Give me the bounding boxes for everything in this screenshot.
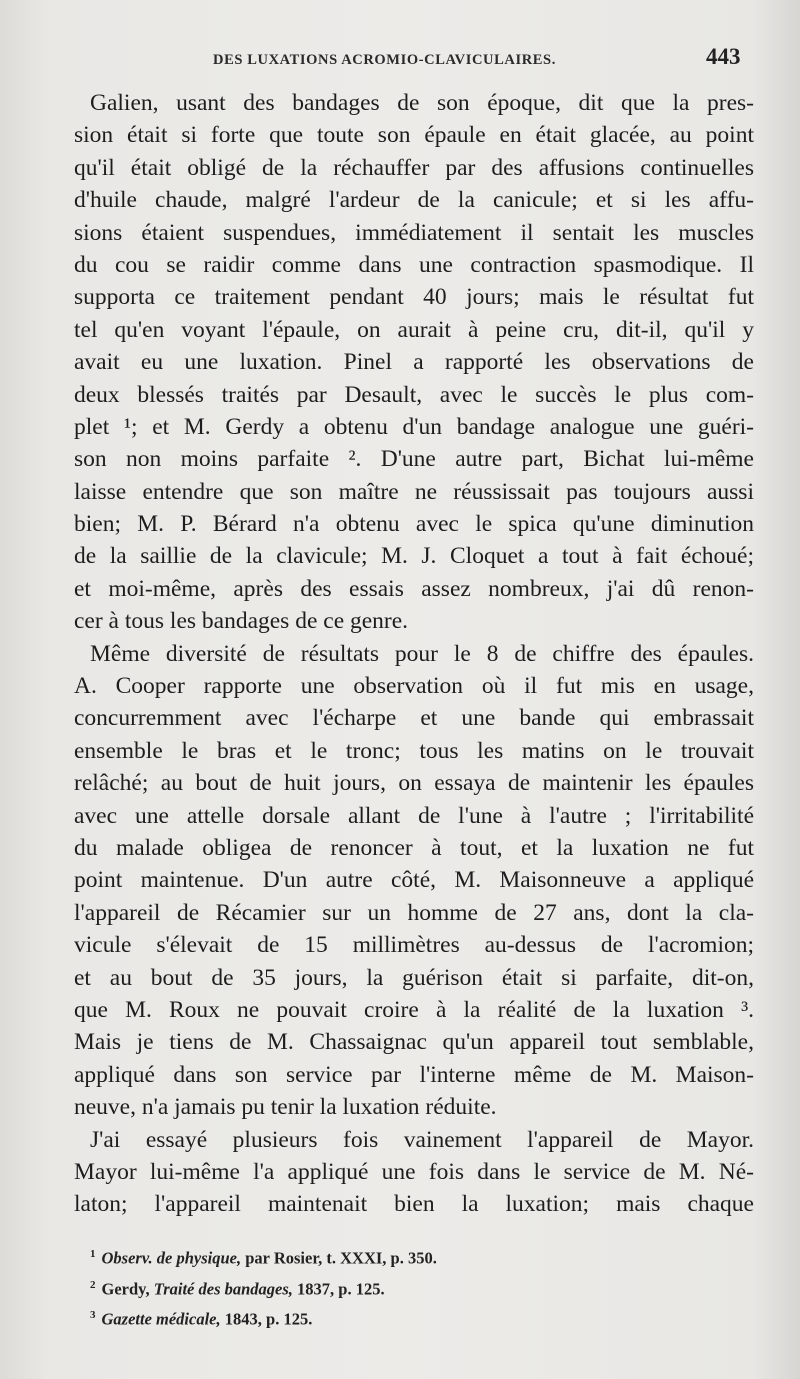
text-line: sions étaient suspendues, immédiatement il sentait les muscles — [74, 219, 754, 246]
text-line: de la saillie de la clavicule; M. J. Cloquet a tout à fait échoué; — [74, 543, 754, 570]
text-line: son non moins parfaite ². D'une autre part, Bichat lui-même — [74, 446, 754, 473]
text-line: et moi-même, après des essais assez nombreux, j'ai dû renon- — [74, 575, 754, 602]
text-line: du cou se raidir comme dans une contraction spasmodique. Il — [74, 251, 754, 278]
footnote — [90, 1241, 730, 1272]
footnote-mark: 3 — [90, 1309, 96, 1321]
footnote-mark: 2 — [90, 1278, 96, 1291]
footnote — [90, 1272, 730, 1303]
text-line: qu'il était obligé de la réchauffer par des affusions continuelles — [74, 154, 754, 181]
text-line: A. Cooper rapporte une observation où il fut mis en usage, — [74, 673, 754, 700]
text-line: Galien, usant des bandages de son époque, dit que la pres- — [90, 90, 754, 116]
running-title: DES LUXATIONS ACROMIO-CLAVICULAIRES. — [213, 52, 556, 68]
text-line: avec une attelle dorsale allant de l'une à l'autre ; l'irritabilité — [74, 802, 754, 829]
text-line: plet ¹; et M. Gerdy a obtenu d'un bandage analogue une guéri- — [74, 413, 754, 440]
text-line: point maintenue. D'un autre côté, M. Maisonneuve a appliqué — [74, 867, 754, 894]
text-line: que M. Roux ne pouvait croire à la réalité de la luxation ³. — [74, 996, 754, 1023]
footnote-source-title: Observ. de physique, — [101, 1248, 242, 1268]
text-line: laisse entendre que son maître ne réussissait pas toujours aussi — [74, 478, 754, 505]
page-header — [0, 44, 800, 74]
footnote — [90, 1302, 730, 1333]
footnote-author: Gerdy, — [101, 1279, 154, 1298]
text-line: d'huile chaude, malgré l'ardeur de la canicule; et si les affu- — [74, 187, 754, 214]
body-text — [74, 87, 754, 1221]
text-line: tel qu'en voyant l'épaule, on aurait à peine cru, dit-il, qu'il y — [74, 316, 754, 343]
page-number: 443 — [706, 44, 741, 69]
text-line: cer à tous les bandages de ce genre. — [74, 608, 409, 635]
text-line: Même diversité de résultats pour le 8 de chiffre des épaules. — [90, 640, 754, 667]
text-line: ensemble le bras et le tronc; tous les matins on le trouvait — [74, 737, 754, 764]
text-line: et au bout de 35 jours, la guérison était si parfaite, dit-on, — [74, 964, 754, 991]
text-line: appliqué dans son service par l'interne même de M. Maison- — [74, 1061, 754, 1088]
text-line: du malade obligea de renoncer à tout, et la luxation ne fut — [74, 834, 754, 861]
text-line: J'ai essayé plusieurs fois vainement l'appareil de Mayor. — [90, 1126, 754, 1153]
footnote-reference: 1843, p. 125. — [220, 1309, 313, 1329]
text-line: bien; M. P. Bérard n'a obtenu avec le spica qu'une diminution — [74, 511, 754, 538]
text-line: sion était si forte que toute son épaule en était glacée, au point — [74, 122, 754, 149]
footnote-mark: 1 — [90, 1248, 96, 1260]
text-line: Mayor lui-même l'a appliqué une fois dans le service de M. Né- — [74, 1158, 754, 1185]
footnote-source-title: Gazette médicale, — [101, 1309, 221, 1329]
text-line: concurremment avec l'écharpe et une bande qui embrassait — [74, 705, 754, 732]
text-line: vicule s'élevait de 15 millimètres au-dessus de l'acromion; — [74, 932, 754, 959]
text-line: avait eu une luxation. Pinel a rapporté les observations de — [74, 349, 754, 376]
text-line: l'appareil de Récamier sur un homme de 27 ans, dont la cla- — [74, 899, 754, 926]
text-line: deux blessés traités par Desault, avec le succès le plus com- — [74, 381, 754, 408]
text-line: supporta ce traitement pendant 40 jours; mais le résultat fut — [74, 284, 754, 311]
text-line: neuve, n'a jamais pu tenir la luxation réduite. — [74, 1094, 497, 1121]
footnotes — [90, 1241, 730, 1333]
footnote-reference: 1837, p. 125. — [292, 1279, 385, 1298]
text-line: laton; l'appareil maintenait bien la luxation; mais chaque — [74, 1191, 754, 1218]
footnote-source-title: Traité des bandages, — [153, 1279, 293, 1298]
text-line: relâché; au bout de huit jours, on essaya de maintenir les épaules — [74, 770, 754, 797]
footnote-reference: par Rosier, t. XXXI, p. 350. — [241, 1248, 437, 1268]
text-line: Mais je tiens de M. Chassaignac qu'un appareil tout semblable, — [74, 1029, 754, 1056]
